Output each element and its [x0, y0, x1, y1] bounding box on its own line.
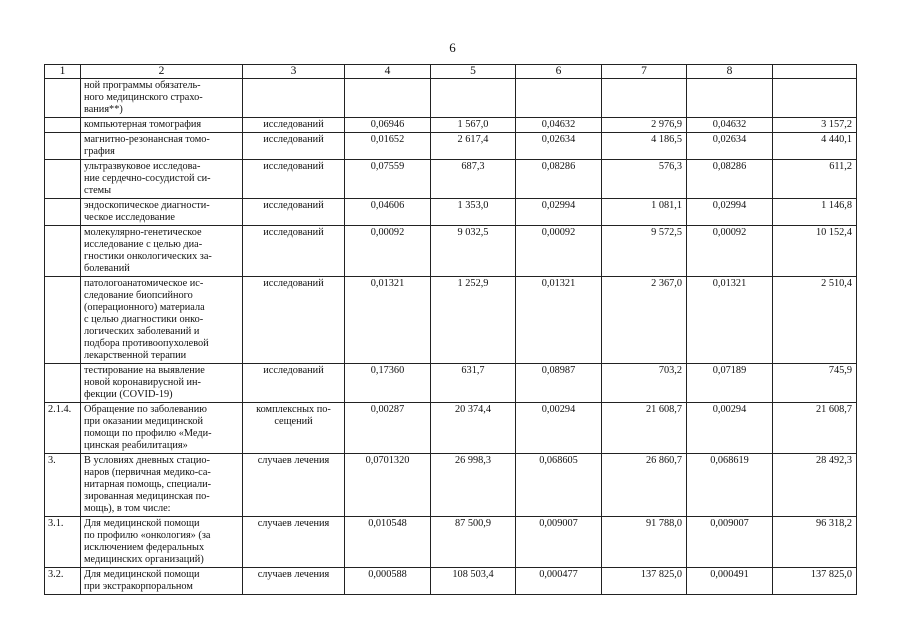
- unit-cell: случаев лечения: [243, 568, 345, 595]
- value-cell: 0,06946: [345, 118, 431, 133]
- value-cell: 0,08286: [687, 160, 773, 199]
- header-row: [45, 65, 857, 79]
- unit-cell: исследований: [243, 133, 345, 160]
- row-number-cell: [45, 160, 81, 199]
- row-number-cell: [45, 133, 81, 160]
- value-cell: 0,01652: [345, 133, 431, 160]
- description-cell: патологоанатомическое ис- следование биопсийного (операционного) материала с целью диагностики онко- логических заболеваний и подбора противоопухолевой лекарственной терапии: [81, 277, 243, 364]
- value-cell: [345, 79, 431, 118]
- value-cell: 28 492,3: [773, 454, 857, 517]
- value-cell: 0,02994: [687, 199, 773, 226]
- row-number-cell: 2.1.4.: [45, 403, 81, 454]
- table-row: [45, 568, 857, 595]
- value-cell: 0,02634: [687, 133, 773, 160]
- row-number-cell: 3.2.: [45, 568, 81, 595]
- unit-cell: исследований: [243, 364, 345, 403]
- value-cell: 0,0701320: [345, 454, 431, 517]
- description-cell: Для медицинской помощи при экстракорпоральном: [81, 568, 243, 595]
- value-cell: 1 567,0: [431, 118, 516, 133]
- description-cell: тестирование на выявление новой коронавирусной ин- фекции (COVID-19): [81, 364, 243, 403]
- table-row: [45, 133, 857, 160]
- value-cell: 0,17360: [345, 364, 431, 403]
- unit-cell: исследований: [243, 118, 345, 133]
- row-number-cell: [45, 118, 81, 133]
- value-cell: 0,009007: [687, 517, 773, 568]
- description-cell: компьютерная томография: [81, 118, 243, 133]
- page-number: 6: [449, 40, 456, 55]
- row-number-cell: [45, 79, 81, 118]
- header-cell: 8: [687, 65, 773, 79]
- header-cell: 2: [81, 65, 243, 79]
- value-cell: 1 081,1: [602, 199, 687, 226]
- value-cell: 1 146,8: [773, 199, 857, 226]
- table-row: [45, 118, 857, 133]
- value-cell: 1 252,9: [431, 277, 516, 364]
- table-row: [45, 160, 857, 199]
- value-cell: 0,02634: [516, 133, 602, 160]
- row-number-cell: 3.1.: [45, 517, 81, 568]
- value-cell: 631,7: [431, 364, 516, 403]
- value-cell: [602, 79, 687, 118]
- value-cell: [431, 79, 516, 118]
- value-cell: 2 976,9: [602, 118, 687, 133]
- header-cell: 6: [516, 65, 602, 79]
- value-cell: 108 503,4: [431, 568, 516, 595]
- value-cell: 137 825,0: [602, 568, 687, 595]
- unit-cell: случаев лечения: [243, 517, 345, 568]
- value-cell: 96 318,2: [773, 517, 857, 568]
- value-cell: 9 032,5: [431, 226, 516, 277]
- value-cell: 9 572,5: [602, 226, 687, 277]
- value-cell: 0,04606: [345, 199, 431, 226]
- value-cell: 91 788,0: [602, 517, 687, 568]
- row-number-cell: [45, 199, 81, 226]
- value-cell: 10 152,4: [773, 226, 857, 277]
- unit-cell: исследований: [243, 160, 345, 199]
- value-cell: 21 608,7: [773, 403, 857, 454]
- value-cell: 0,010548: [345, 517, 431, 568]
- table-row: [45, 199, 857, 226]
- value-cell: 745,9: [773, 364, 857, 403]
- value-cell: 703,2: [602, 364, 687, 403]
- description-cell: эндоскопическое диагности- ческое исследование: [81, 199, 243, 226]
- value-cell: 0,01321: [345, 277, 431, 364]
- value-cell: 0,00294: [687, 403, 773, 454]
- description-cell: магнитно-резонансная томо- графия: [81, 133, 243, 160]
- value-cell: 0,000491: [687, 568, 773, 595]
- table-row: [45, 403, 857, 454]
- value-cell: 26 860,7: [602, 454, 687, 517]
- description-cell: молекулярно-генетическое исследование с целью диа- гностики онкологических за- болеваний: [81, 226, 243, 277]
- description-cell: Для медицинской помощи по профилю «онкология» (за исключением федеральных медицинских организаций): [81, 517, 243, 568]
- header-cell: [773, 65, 857, 79]
- header-cell: 7: [602, 65, 687, 79]
- unit-cell: комплексных по- сещений: [243, 403, 345, 454]
- value-cell: 0,00294: [516, 403, 602, 454]
- description-cell: ультразвуковое исследова- ние сердечно-сосудистой си- стемы: [81, 160, 243, 199]
- tariff-table: [44, 64, 857, 595]
- header-cell: 4: [345, 65, 431, 79]
- unit-cell: исследований: [243, 199, 345, 226]
- table-row: [45, 364, 857, 403]
- value-cell: [516, 79, 602, 118]
- row-number-cell: 3.: [45, 454, 81, 517]
- unit-cell: исследований: [243, 277, 345, 364]
- unit-cell: исследований: [243, 226, 345, 277]
- value-cell: 0,00287: [345, 403, 431, 454]
- description-cell: ной программы обязатель- ного медицинского страхо- вания**): [81, 79, 243, 118]
- value-cell: 0,08987: [516, 364, 602, 403]
- value-cell: 611,2: [773, 160, 857, 199]
- value-cell: 0,08286: [516, 160, 602, 199]
- value-cell: 0,04632: [687, 118, 773, 133]
- value-cell: 4 186,5: [602, 133, 687, 160]
- value-cell: 2 510,4: [773, 277, 857, 364]
- header-cell: 1: [45, 65, 81, 79]
- table-row: [45, 79, 857, 118]
- value-cell: 0,00092: [516, 226, 602, 277]
- value-cell: 0,068619: [687, 454, 773, 517]
- value-cell: 1 353,0: [431, 199, 516, 226]
- value-cell: 0,068605: [516, 454, 602, 517]
- value-cell: 0,01321: [516, 277, 602, 364]
- value-cell: 4 440,1: [773, 133, 857, 160]
- value-cell: 3 157,2: [773, 118, 857, 133]
- value-cell: 687,3: [431, 160, 516, 199]
- unit-cell: случаев лечения: [243, 454, 345, 517]
- value-cell: 0,02994: [516, 199, 602, 226]
- value-cell: 0,000588: [345, 568, 431, 595]
- value-cell: 20 374,4: [431, 403, 516, 454]
- value-cell: 87 500,9: [431, 517, 516, 568]
- value-cell: 0,01321: [687, 277, 773, 364]
- row-number-cell: [45, 277, 81, 364]
- value-cell: 137 825,0: [773, 568, 857, 595]
- value-cell: 2 367,0: [602, 277, 687, 364]
- value-cell: 26 998,3: [431, 454, 516, 517]
- header-cell: 5: [431, 65, 516, 79]
- table-row: [45, 226, 857, 277]
- value-cell: 0,07559: [345, 160, 431, 199]
- value-cell: 0,00092: [345, 226, 431, 277]
- value-cell: [687, 79, 773, 118]
- unit-cell: [243, 79, 345, 118]
- value-cell: 0,07189: [687, 364, 773, 403]
- table-row: [45, 517, 857, 568]
- value-cell: 0,000477: [516, 568, 602, 595]
- value-cell: 2 617,4: [431, 133, 516, 160]
- table-row: [45, 454, 857, 517]
- table-row: [45, 277, 857, 364]
- value-cell: 0,04632: [516, 118, 602, 133]
- value-cell: 21 608,7: [602, 403, 687, 454]
- row-number-cell: [45, 226, 81, 277]
- value-cell: 0,00092: [687, 226, 773, 277]
- description-cell: В условиях дневных стацио- наров (первичная медико-са- нитарная помощь, специали- зированная медицинская по- мощь), в том числе:: [81, 454, 243, 517]
- row-number-cell: [45, 364, 81, 403]
- value-cell: [773, 79, 857, 118]
- description-cell: Обращение по заболеванию при оказании медицинской помощи по профилю «Меди- цинская реабилитация»: [81, 403, 243, 454]
- header-cell: 3: [243, 65, 345, 79]
- value-cell: 0,009007: [516, 517, 602, 568]
- value-cell: 576,3: [602, 160, 687, 199]
